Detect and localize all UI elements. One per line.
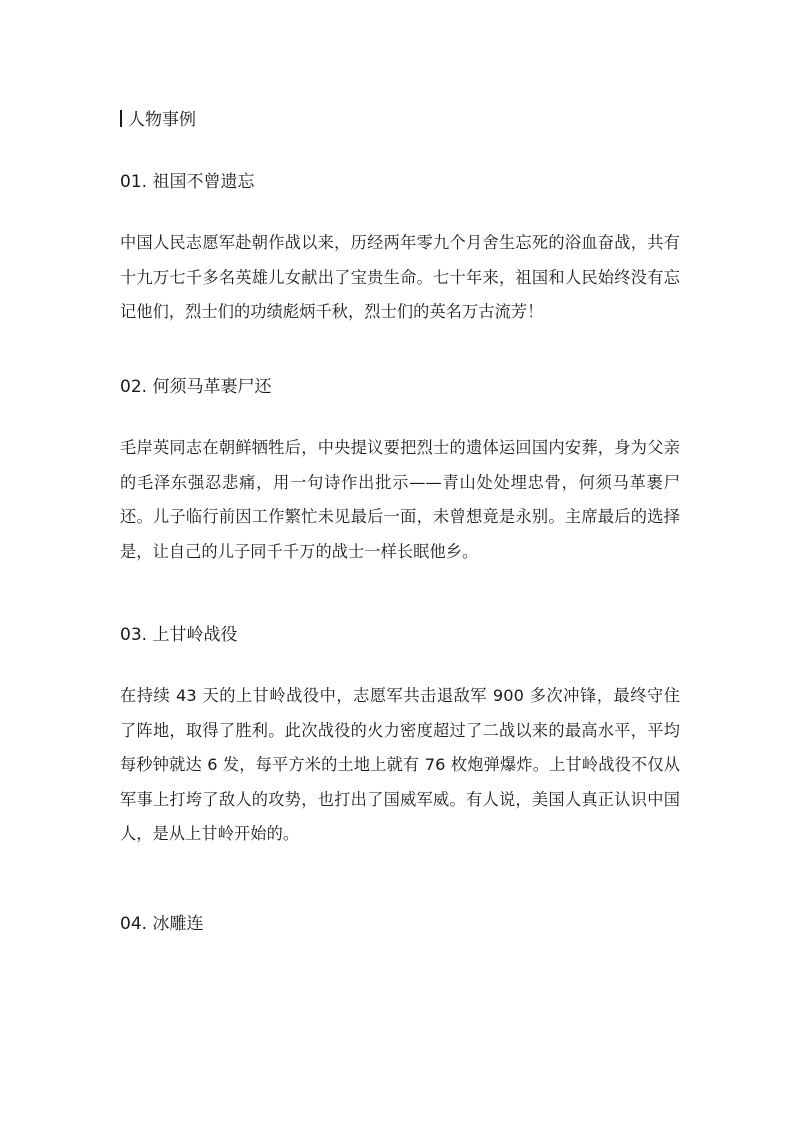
section-title-02: 02. 何须马革裹尸还 xyxy=(120,377,272,397)
section-body-01: 中国人民志愿军赴朝作战以来，历经两年零九个月舍生忘死的浴血奋战，共有十九万七千多名英雄儿女献出了宝贵生命。七十年来，祖国和人民始终没有忘记他们，烈士们的功绩彪炳千秋，烈士们的英名万古流芳！ xyxy=(120,233,680,321)
section-body-02: 毛岸英同志在朝鲜牺牲后，中央提议要把烈士的遗体运回国内安葬，身为父亲的毛泽东强忍悲痛，用一句诗作出批示——青山处处埋忠骨，何须马革裹尸还。儿子临行前因工作繁忙未见最后一面，未曾想竟是永别。主席最后的选择是，让自己的儿子同千千万的战士一样长眠他乡。 xyxy=(120,438,680,561)
heading-text: 人物事例 xyxy=(128,110,196,130)
page-heading xyxy=(120,108,680,132)
heading-bar-mark xyxy=(120,110,122,127)
section-title-01: 01. 祖国不曾遗忘 xyxy=(120,172,255,192)
section-body-03: 在持续 43 天的上甘岭战役中，志愿军共击退敌军 900 多次冲锋，最终守住了阵地，取得了胜利。此次战役的火力密度超过了二战以来的最高水平，平均每秒钟就达 6 发，每平方米的土地上就有 76 枚炮弹爆炸。上甘岭战役不仅从军事上打垮了敌人的攻势，也打出了国威军威。有人说，美国人真正认识中国人，是从上甘岭开始的。 xyxy=(120,686,680,843)
section-title-04: 04. 冰雕连 xyxy=(120,914,204,934)
section-title-03: 03. 上甘岭战役 xyxy=(120,625,238,645)
